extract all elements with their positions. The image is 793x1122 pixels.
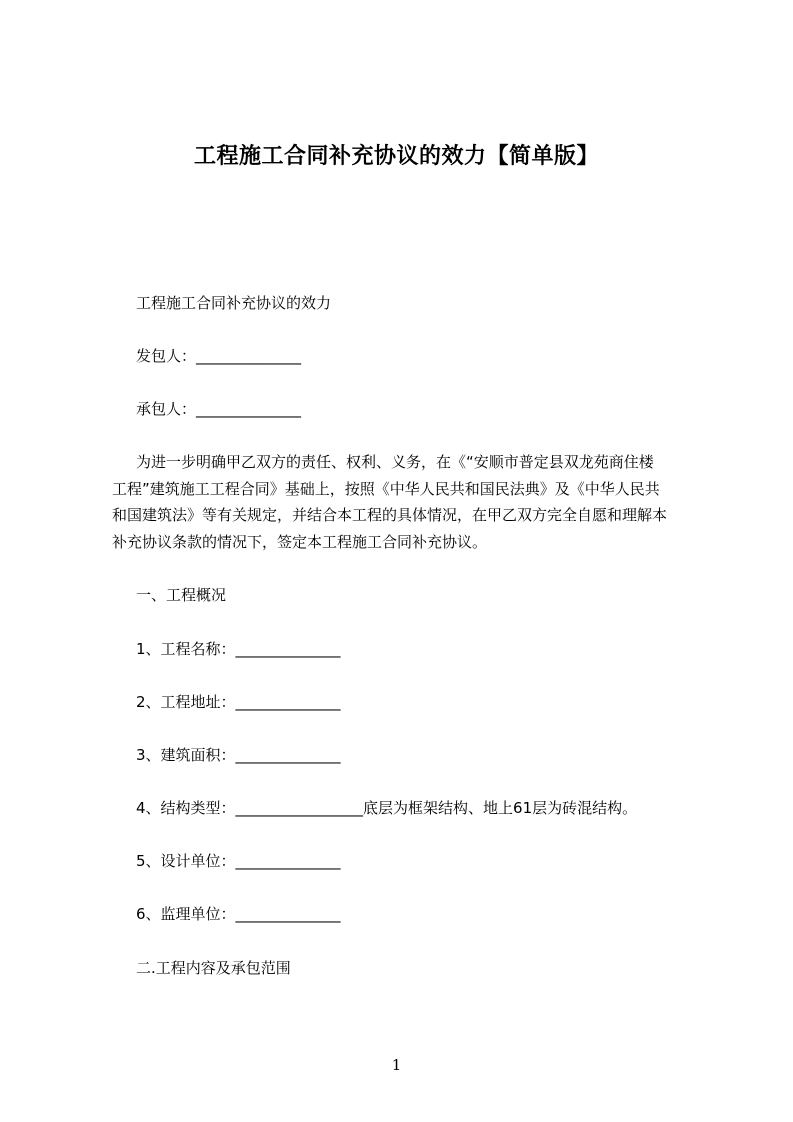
- section-heading-overview: 一、工程概况: [136, 586, 227, 604]
- section-heading-scope: 二.工程内容及承包范围: [136, 959, 291, 977]
- item-project-address: 2、工程地址：______________: [136, 693, 341, 711]
- intro-paragraph: [112, 449, 667, 555]
- item-supervision-unit: 6、监理单位：______________: [136, 905, 341, 923]
- item-design-unit: 5、设计单位：______________: [136, 852, 341, 870]
- page-number: 1: [391, 1056, 402, 1074]
- item-project-name: 1、工程名称：______________: [136, 640, 341, 658]
- contractor-field: 承包人：______________: [136, 400, 302, 418]
- intro-text: 为进一步明确甲乙双方的责任、权利、义务，在《“安顺市普定县双龙苑商住楼工程”建筑施工工程合同》基础上，按照《中华人民共和国民法典》及《中华人民共和国建筑法》等有关规定，并结合本工程的具体情况，在甲乙双方完全自愿和理解本补充协议条款的情况下，签定本工程施工合同补充协议。: [112, 453, 668, 551]
- subtitle: 工程施工合同补充协议的效力: [136, 294, 332, 312]
- item-structure-type: 4、结构类型：_________________底层为框架结构、地上61层为砖混结构。: [136, 799, 638, 817]
- item-building-area: 3、建筑面积：______________: [136, 746, 341, 764]
- document-title: 工程施工合同补充协议的效力【简单版】: [193, 144, 599, 169]
- employer-field: 发包人：______________: [136, 347, 302, 365]
